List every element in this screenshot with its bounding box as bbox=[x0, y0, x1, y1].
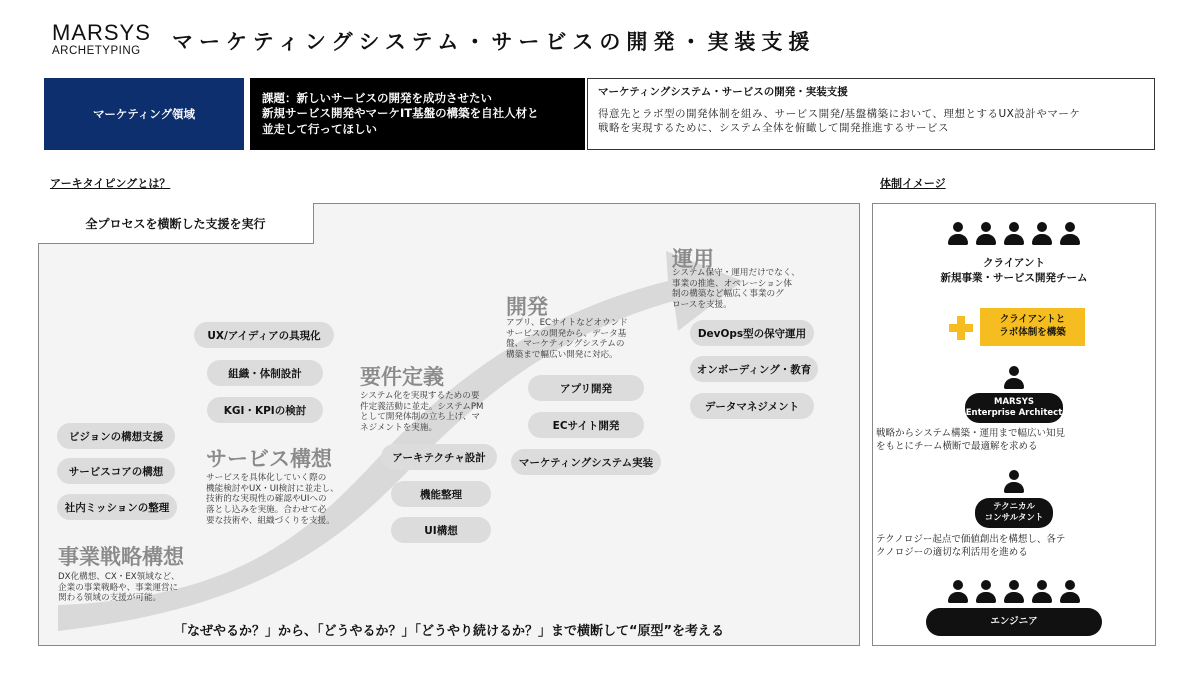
pill-org-design: 組織・体制設計 bbox=[207, 360, 323, 386]
pill-ui-concept: UI構想 bbox=[391, 517, 491, 543]
architect-badge bbox=[965, 393, 1063, 423]
pill-architecture: アーキテクチャ設計 bbox=[381, 444, 497, 470]
desc-line: ネジメントを実施。 bbox=[360, 423, 438, 434]
page-title: マーケティングシステム・サービスの開発・実装支援 bbox=[172, 30, 816, 54]
phase-desc-operation bbox=[672, 268, 800, 311]
architect-desc-line: をもとにチーム横断で最適解を求める bbox=[876, 440, 1038, 452]
desc-line: 構築まで幅広い開発に対応。 bbox=[506, 350, 618, 361]
phase-desc-requirements bbox=[360, 391, 483, 434]
pill-ux-idea: UX/アイディアの具現化 bbox=[194, 322, 334, 348]
engineer-label: エンジニア bbox=[990, 615, 1038, 627]
person-icon bbox=[1059, 222, 1081, 246]
client-team-icons bbox=[872, 222, 1156, 246]
pill-onboarding: オンボーディング・教育 bbox=[690, 356, 818, 382]
consultant-desc-line: クノロジーの適切な利活用を進める bbox=[876, 546, 1028, 558]
phase-desc-service bbox=[206, 473, 339, 527]
desc-line: システム化を実現するための要 bbox=[360, 391, 480, 401]
section-label-archetyping: アーキタイピングとは？ bbox=[50, 177, 171, 190]
phase-title-operation: 運用 bbox=[672, 247, 714, 271]
issue-line: 新規サービス開発やマーケIT基盤の構築を自社人材と bbox=[262, 106, 539, 121]
person-icon bbox=[1003, 366, 1025, 390]
pill-mission: 社内ミッションの整理 bbox=[57, 494, 177, 520]
desc-line: 機能検討やUX・UI検討に並走し、 bbox=[206, 483, 339, 494]
logo-wordmark: MARSYS bbox=[52, 20, 151, 45]
desc-line: 企業の事業戦略や、事業運営に bbox=[58, 582, 179, 593]
pill-devops: DevOps型の保守運用 bbox=[690, 320, 814, 346]
client-label-line: クライアント bbox=[983, 257, 1045, 269]
consultant-icon-row bbox=[872, 470, 1156, 494]
person-icon bbox=[1003, 580, 1025, 604]
desc-line: ロースを支援。 bbox=[672, 300, 732, 311]
engineer-badge bbox=[926, 608, 1102, 636]
domain-label-box bbox=[44, 78, 244, 150]
lab-line: クライアントと bbox=[999, 314, 1066, 326]
closing-statement: 「なぜやるか？」から、「どうやるか？」「どうやり続けるか？」まで横断して“原型”を考える bbox=[173, 624, 725, 639]
section-label-org: 体制イメージ bbox=[880, 177, 946, 190]
desc-line: サービスの開発から、データ基 bbox=[506, 328, 627, 339]
engineer-icons bbox=[872, 580, 1156, 604]
desc-line: 要な技術や、組織づくりを支援。 bbox=[206, 515, 335, 526]
person-icon bbox=[975, 580, 997, 604]
desc-line: として開発体制の立ち上げ、マ bbox=[360, 412, 480, 423]
desc-line: 件定義活動に並走。システムPM bbox=[360, 401, 484, 412]
lab-line: ラボ体制を構築 bbox=[999, 327, 1066, 338]
issue-line: 並走して行ってほしい bbox=[262, 121, 377, 136]
phase-desc-strategy bbox=[58, 572, 180, 604]
person-icon bbox=[1031, 222, 1053, 246]
consultant-badge bbox=[975, 498, 1053, 528]
pill-app-dev: アプリ開発 bbox=[528, 375, 644, 401]
desc-line: サービスを具体化していく際の bbox=[206, 473, 327, 483]
client-label-line: 新規事業・サービス開発チーム bbox=[940, 272, 1088, 284]
phase-title-development: 開発 bbox=[506, 295, 548, 319]
architect-line: MARSYS bbox=[994, 396, 1034, 407]
architect-description bbox=[876, 428, 1154, 454]
architect-icon-row bbox=[872, 366, 1156, 390]
phase-desc-development bbox=[506, 318, 628, 361]
pill-vision: ビジョンの構想支援 bbox=[57, 423, 175, 449]
issue-line: 課題：新しいサービスの開発を成功させたい bbox=[262, 90, 492, 105]
person-icon bbox=[975, 222, 997, 246]
desc-line: 盤、マーケティングシステムの bbox=[506, 339, 625, 350]
pill-data-management: データマネジメント bbox=[690, 393, 814, 419]
lab-structure-badge bbox=[980, 308, 1085, 346]
marsys-logo bbox=[52, 22, 151, 58]
person-icon bbox=[1003, 222, 1025, 246]
plus-icon bbox=[949, 316, 973, 340]
issue-box bbox=[250, 78, 585, 150]
architect-line: Enterprise Architect bbox=[965, 408, 1063, 418]
consultant-line: テクニカル bbox=[993, 501, 1035, 512]
desc-line: 技術的な実現性の確認やUIへの bbox=[206, 494, 327, 505]
service-description bbox=[598, 107, 1144, 135]
consultant-desc-line: テクノロジー起点で価値創出を構想し、各テ bbox=[876, 534, 1066, 545]
service-title: マーケティングシステム・サービスの開発・実装支援 bbox=[598, 86, 848, 98]
desc-line: DX化構想、CX・EX領域など、 bbox=[58, 572, 180, 582]
desc-line: 事業の推進、オペレーション体 bbox=[672, 278, 792, 289]
service-desc-line: 得意先とラボ型の開発体制を組み、サービス開発/基盤構築において、理想とするUX設計やマーケ bbox=[598, 108, 1081, 120]
person-icon bbox=[947, 580, 969, 604]
consultant-line: コンサルタント bbox=[984, 513, 1044, 523]
panel-heading-text: 全プロセスを横断した支援を実行 bbox=[85, 216, 266, 231]
phase-title-strategy: 事業戦略構想 bbox=[58, 545, 184, 569]
phase-title-service: サービス構想 bbox=[206, 447, 332, 471]
logo-subtitle: ARCHETYPING bbox=[52, 45, 141, 57]
desc-line: 関わる領域の支援が可能。 bbox=[58, 593, 162, 604]
panel-heading bbox=[38, 203, 314, 244]
desc-line: 制の構築など幅広く事業のグ bbox=[672, 289, 784, 300]
desc-line: アプリ、ECサイトなどオウンド bbox=[506, 318, 628, 328]
phase-title-requirements: 要件定義 bbox=[360, 365, 444, 389]
pill-service-core: サービスコアの構想 bbox=[57, 458, 175, 484]
pill-function: 機能整理 bbox=[391, 481, 491, 507]
person-icon bbox=[1031, 580, 1053, 604]
desc-line: 落とし込みを実施。合わせて必 bbox=[206, 505, 327, 516]
pill-ec-dev: ECサイト開発 bbox=[528, 412, 644, 438]
consultant-description bbox=[876, 534, 1154, 560]
service-summary-box bbox=[587, 78, 1155, 150]
client-team-label bbox=[872, 255, 1156, 285]
person-icon bbox=[1003, 470, 1025, 494]
service-desc-line: 戦略を実現するために、システム全体を俯瞰して開発推進するサービス bbox=[598, 122, 949, 135]
person-icon bbox=[1059, 580, 1081, 604]
domain-label: マーケティング領域 bbox=[92, 107, 196, 121]
architect-desc-line: 戦略からシステム構築・運用まで幅広い知見 bbox=[876, 428, 1066, 439]
pill-marketing-system: マーケティングシステム実装 bbox=[511, 449, 661, 475]
person-icon bbox=[947, 222, 969, 246]
pill-kgi-kpi: KGI・KPIの検討 bbox=[207, 397, 323, 423]
desc-line: システム保守・運用だけでなく、 bbox=[672, 268, 800, 278]
